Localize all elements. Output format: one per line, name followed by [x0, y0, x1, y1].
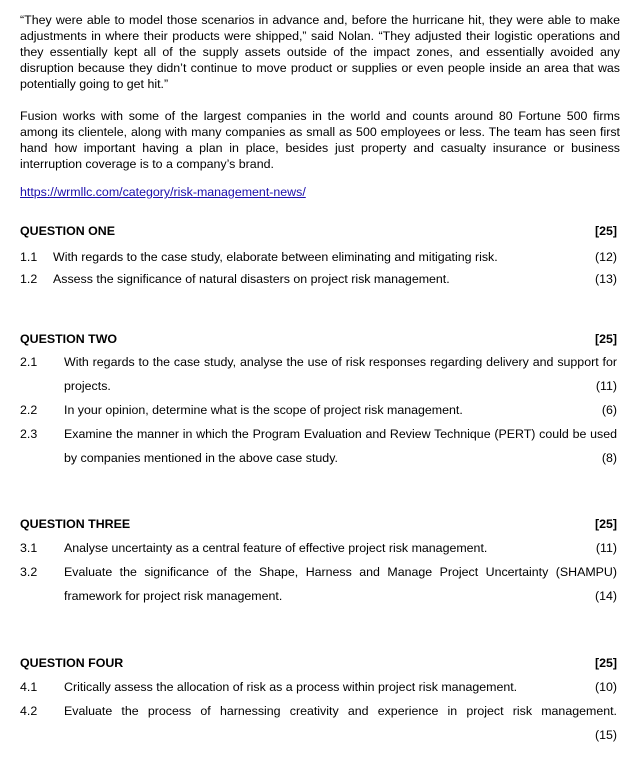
item-text: Assess the significance of natural disasters on project risk management. — [53, 272, 450, 286]
question-marks: [25] — [594, 332, 617, 346]
item-number: 3.1 — [20, 541, 38, 555]
question-marks: [25] — [594, 656, 617, 670]
item-number: 2.3 — [20, 427, 38, 441]
item-marks: (12) — [594, 250, 617, 264]
quote-paragraph: “They were able to model those scenarios in advance and, before the hurricane hit, they were able to make adjustments in where their products were shipped,” said Nolan. “They adjusted their logistic operations and they essentially kept all of the supply assets outside of the impact zones, and essentially avoided any disruption because they didn’t continue to move product or supplies or even people inside an area that was potentially going to get hit.” — [20, 13, 620, 91]
question-title: QUESTION THREE — [20, 517, 131, 531]
item-marks: (14) — [594, 589, 617, 603]
item-number: 2.2 — [20, 403, 38, 417]
question-four-heading — [20, 654, 617, 672]
question-item — [20, 536, 617, 560]
question-item — [20, 699, 617, 747]
question-item — [20, 398, 617, 422]
item-text: With regards to the case study, analyse the use of risk responses regarding delivery and support for projects. — [64, 355, 617, 393]
question-title: QUESTION TWO — [20, 332, 118, 346]
item-number: 1.1 — [20, 250, 38, 264]
question-item — [20, 675, 617, 699]
item-marks: (15) — [594, 728, 617, 742]
question-item — [20, 422, 617, 470]
item-marks: (10) — [594, 680, 617, 694]
question-one-heading — [20, 222, 617, 240]
item-marks: (6) — [601, 403, 617, 417]
item-number: 4.2 — [20, 704, 38, 718]
question-two-heading — [20, 330, 617, 348]
item-number: 1.2 — [20, 272, 38, 286]
item-marks: (8) — [601, 451, 617, 465]
item-text: Evaluate the process of harnessing creativity and experience in project risk management. — [64, 704, 617, 718]
item-text: In your opinion, determine what is the scope of project risk management. — [64, 403, 463, 417]
item-text: Critically assess the allocation of risk as a process within project risk management. — [64, 680, 518, 694]
question-marks: [25] — [594, 517, 617, 531]
question-item — [20, 248, 617, 266]
item-text: With regards to the case study, elaborate between eliminating and mitigating risk. — [53, 250, 498, 264]
item-text: Examine the manner in which the Program Evaluation and Review Technique (PERT) could be used by companies mentioned in the above case study. — [64, 427, 617, 465]
question-title: QUESTION ONE — [20, 224, 116, 238]
fusion-paragraph: Fusion works with some of the largest companies in the world and counts around 80 Fortune 500 firms among its clientele, along with many companies as small as 500 employees or less. The team has seen first hand how important having a plan in place, besides just property and casualty insurance or business interruption coverage is to a company’s brand. — [20, 109, 620, 171]
item-number: 4.1 — [20, 680, 38, 694]
item-text: Evaluate the significance of the Shape, Harness and Manage Project Uncertainty (SHAMPU) framework for project risk management. — [64, 565, 617, 603]
question-three-heading — [20, 515, 617, 533]
item-marks: (11) — [595, 541, 617, 555]
item-number: 3.2 — [20, 565, 38, 579]
question-title: QUESTION FOUR — [20, 656, 124, 670]
source-link[interactable]: https://wrmllc.com/category/risk-management-news/ — [20, 185, 306, 199]
item-marks: (13) — [594, 272, 617, 286]
question-item — [20, 270, 617, 288]
item-marks: (11) — [595, 379, 617, 393]
item-text: Analyse uncertainty as a central feature of effective project risk management. — [64, 541, 488, 555]
question-item — [20, 560, 617, 608]
question-item — [20, 350, 617, 398]
question-marks: [25] — [594, 224, 617, 238]
item-number: 2.1 — [20, 355, 38, 369]
